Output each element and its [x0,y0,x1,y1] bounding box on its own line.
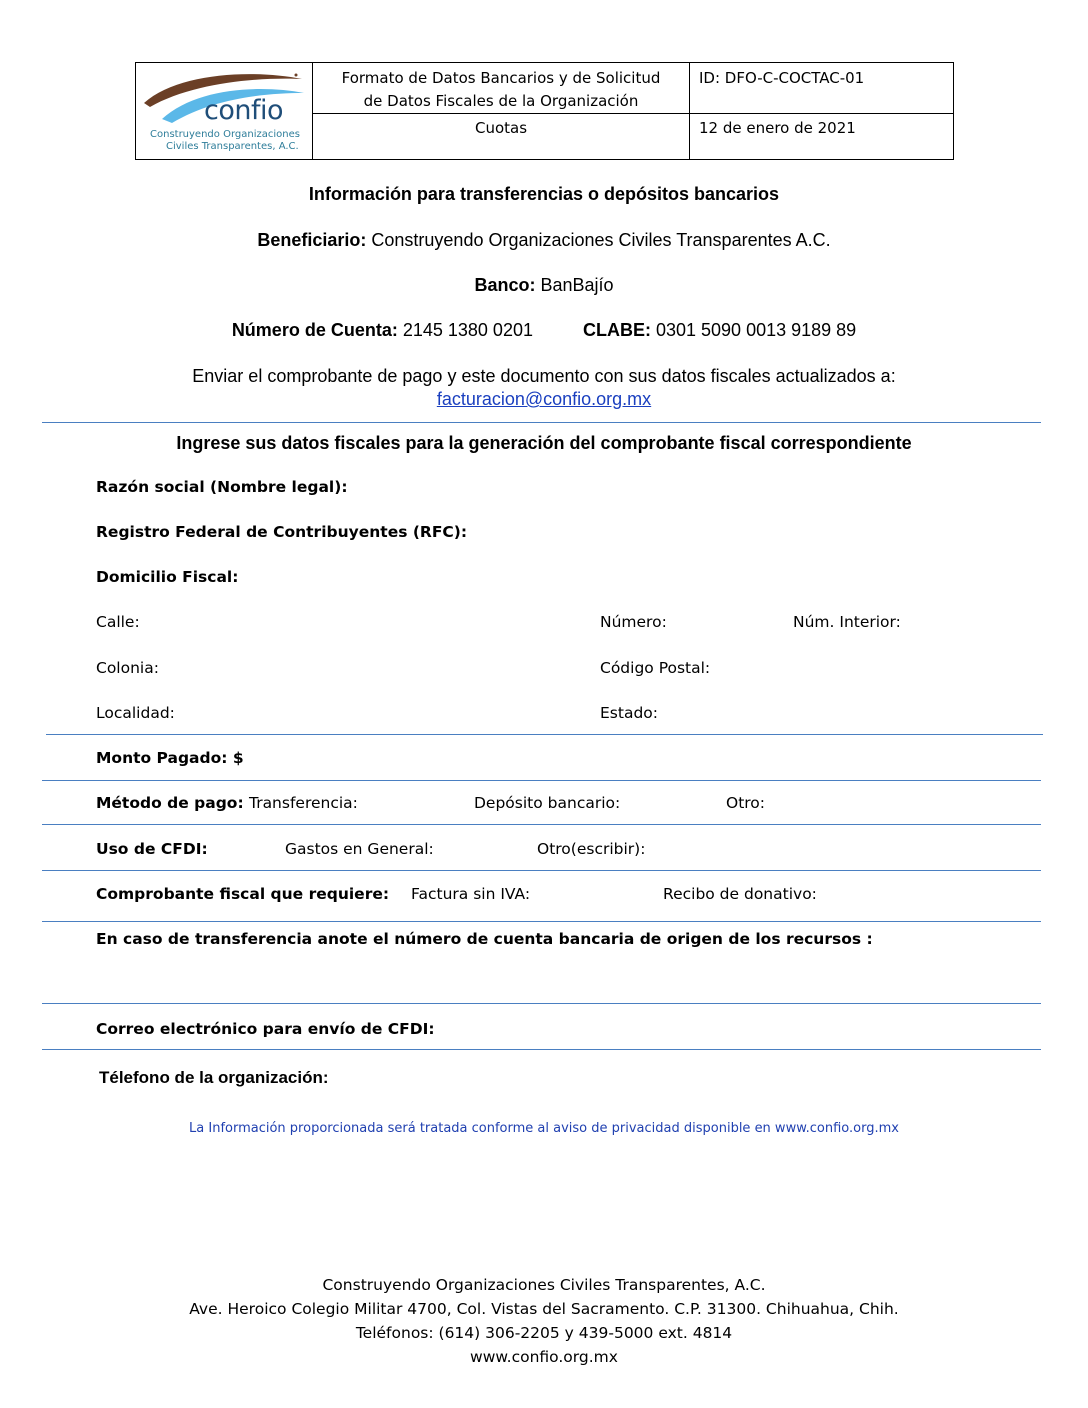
beneficiary-value: Construyendo Organizaciones Civiles Transparentes A.C. [366,230,831,250]
send-instruction: Enviar el comprobante de pago y este documento con sus datos fiscales actualizados a: [192,366,896,386]
codigo-postal-label: Código Postal: [600,659,711,677]
domicilio-fiscal-label: Domicilio Fiscal: [96,568,239,586]
beneficiary-label: Beneficiario: [257,230,367,250]
logo-tagline-1: Construyendo Organizaciones [150,129,300,140]
divider [42,921,1041,922]
fiscal-heading: Ingrese sus datos fiscales para la generación del comprobante fiscal correspondiente [176,433,912,453]
bank-value: BanBajío [535,275,614,295]
cuenta-origen-label: En caso de transferencia anote el número de cuenta bancaria de origen de los recursos : [96,930,873,948]
transferencia-option: Transferencia: [249,794,358,812]
bank-line [0,275,1088,296]
deposito-option: Depósito bancario: [474,794,621,812]
clabe-value: 0301 5090 0013 9189 89 [650,320,857,340]
divider [42,422,1041,423]
divider [42,824,1041,825]
estado-label: Estado: [600,704,658,722]
uso-cfdi-label: Uso de CFDI: [96,840,208,858]
account-value: 2145 1380 0201 [397,320,533,340]
footer-address: Ave. Heroico Colegio Militar 4700, Col. Vistas del Sacramento. C.P. 31300. Chihuahua, Chih. [189,1300,899,1318]
account-line [0,320,1088,341]
telefono-label: Télefono de la organización: [99,1068,329,1087]
footer-website: www.confio.org.mx [470,1348,618,1366]
logo-tagline-2: Civiles Transparentes, A.C. [166,141,299,152]
localidad-label: Localidad: [96,704,175,722]
privacy-note: La Información proporcionada será tratada conforme al aviso de privacidad disponible en www.confio.org.mx [189,1121,899,1136]
clabe-label: CLABE: [582,320,651,340]
document-title-line-2: de Datos Fiscales de la Organización [363,92,639,110]
account-label: Número de Cuenta: [231,320,398,340]
otro-escribir-option: Otro(escribir): [537,840,646,858]
correo-cfdi-label: Correo electrónico para envío de CFDI: [96,1020,435,1038]
footer-phones: Teléfonos: (614) 306-2205 y 439-5000 ext. 4814 [355,1324,733,1342]
divider [46,734,1043,735]
divider [42,780,1041,781]
document-title-line-1: Formato de Datos Bancarios y de Solicitud [341,69,661,87]
comprobante-fiscal-label: Comprobante fiscal que requiere: [96,885,390,903]
gastos-general-option: Gastos en General: [285,840,434,858]
metodo-pago-label: Método de pago: [96,794,244,812]
logo-wordmark: confio [204,95,284,126]
footer [0,1273,1088,1369]
divider [42,870,1041,871]
divider [42,1003,1041,1004]
document-date: 12 de enero de 2021 [699,119,856,137]
bank-heading: Información para transferencias o depósitos bancarios [308,184,780,204]
monto-pagado-label: Monto Pagado: $ [96,749,244,767]
bank-label: Banco: [474,275,536,295]
document-title [313,63,690,114]
otro-option: Otro: [726,794,766,812]
beneficiary-line [0,230,1088,251]
footer-org-name: Construyendo Organizaciones Civiles Transparentes, A.C. [322,1276,766,1294]
header-table [135,62,954,160]
billing-email-link[interactable]: facturacion@confio.org.mx [436,389,652,409]
document-subtitle: Cuotas [313,114,690,159]
factura-sin-iva-option: Factura sin IVA: [411,885,531,903]
razon-social-label: Razón social (Nombre legal): [96,478,348,496]
send-instruction-block [0,365,1088,411]
colonia-label: Colonia: [96,659,159,677]
calle-label: Calle: [96,613,140,631]
recibo-donativo-option: Recibo de donativo: [663,885,817,903]
num-interior-label: Núm. Interior: [793,613,901,631]
logo-cell [136,63,313,159]
document-id: ID: DFO-C-COCTAC-01 [690,63,953,114]
rfc-label: Registro Federal de Contribuyentes (RFC): [96,523,468,541]
numero-label: Número: [600,613,667,631]
divider [42,1049,1041,1050]
